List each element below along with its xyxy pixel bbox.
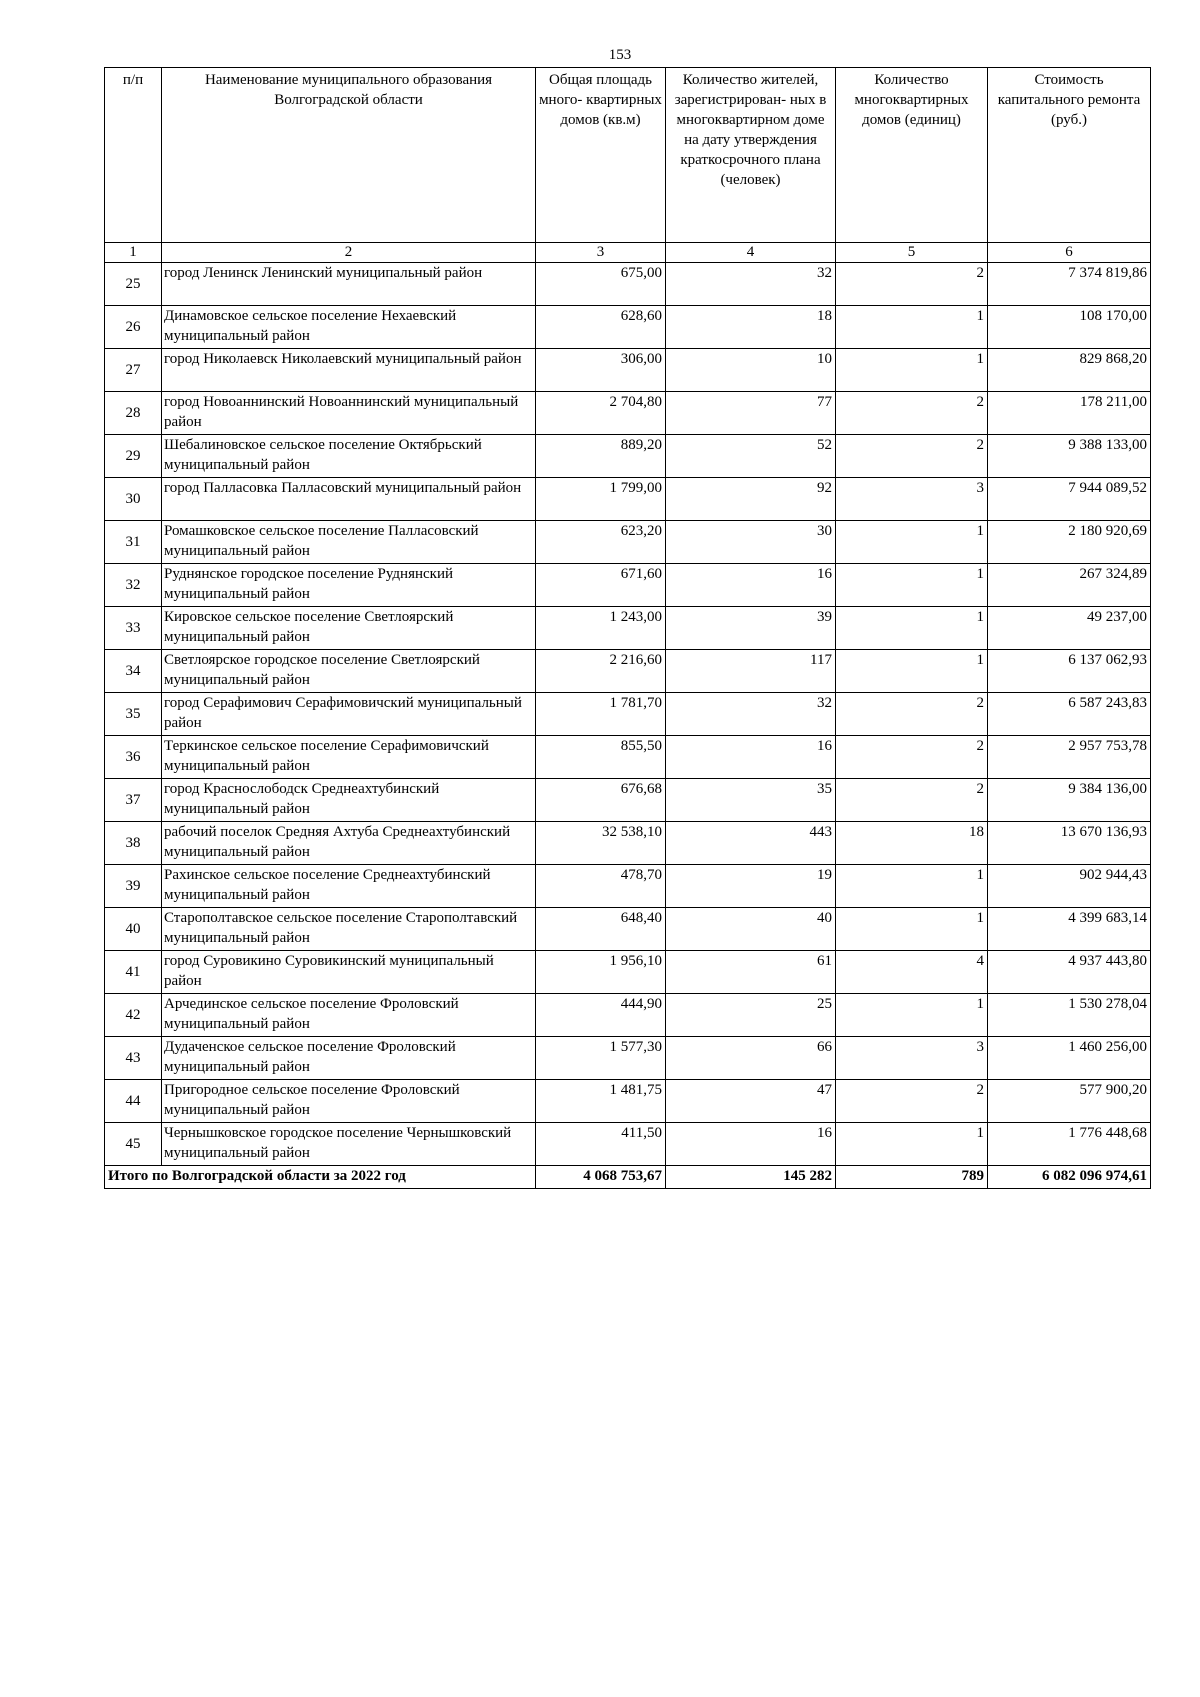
area-value: 676,68: [536, 779, 666, 822]
area-value: 855,50: [536, 736, 666, 779]
area-value: 675,00: [536, 263, 666, 306]
cost-value: 4 399 683,14: [988, 908, 1151, 951]
table-row: [105, 607, 1151, 650]
residents-value: 16: [666, 564, 836, 607]
residents-value: 30: [666, 521, 836, 564]
row-index: 26: [105, 306, 162, 349]
residents-value: 16: [666, 736, 836, 779]
table-row: [105, 908, 1151, 951]
houses-value: 1: [836, 564, 988, 607]
cost-value: 267 324,89: [988, 564, 1151, 607]
page-number: 153: [608, 47, 632, 63]
total-row: [105, 1166, 1151, 1189]
column-number: 4: [666, 243, 836, 263]
municipality-name: Рахинское сельское поселение Среднеахтубинский муниципальный район: [162, 865, 536, 908]
cost-value: 6 137 062,93: [988, 650, 1151, 693]
row-index: 37: [105, 779, 162, 822]
area-value: 2 704,80: [536, 392, 666, 435]
header-municipality: Наименование муниципального образования Волгоградской области: [162, 68, 536, 243]
residents-value: 66: [666, 1037, 836, 1080]
residents-value: 16: [666, 1123, 836, 1166]
area-value: 1 799,00: [536, 478, 666, 521]
municipality-name: город Серафимович Серафимовичский муниципальный район: [162, 693, 536, 736]
residents-value: 92: [666, 478, 836, 521]
houses-value: 4: [836, 951, 988, 994]
table-row: [105, 392, 1151, 435]
municipality-name: Светлоярское городское поселение Светлоярский муниципальный район: [162, 650, 536, 693]
cost-value: 7 944 089,52: [988, 478, 1151, 521]
cost-value: 7 374 819,86: [988, 263, 1151, 306]
table-row: [105, 693, 1151, 736]
table-row: [105, 306, 1151, 349]
cost-value: 178 211,00: [988, 392, 1151, 435]
houses-value: 1: [836, 607, 988, 650]
area-value: 478,70: [536, 865, 666, 908]
area-value: 444,90: [536, 994, 666, 1037]
area-value: 1 243,00: [536, 607, 666, 650]
cost-value: 2 180 920,69: [988, 521, 1151, 564]
area-value: 1 956,10: [536, 951, 666, 994]
municipality-name: Шебалиновское сельское поселение Октябрьский муниципальный район: [162, 435, 536, 478]
residents-value: 52: [666, 435, 836, 478]
total-label: Итого по Волгоградской области за 2022 год: [105, 1166, 536, 1189]
cost-value: 9 388 133,00: [988, 435, 1151, 478]
municipality-name: Ромашковское сельское поселение Палласовский муниципальный район: [162, 521, 536, 564]
column-number: 6: [988, 243, 1151, 263]
municipality-name: город Новоаннинский Новоаннинский муниципальный район: [162, 392, 536, 435]
row-index: 42: [105, 994, 162, 1037]
row-index: 27: [105, 349, 162, 392]
municipality-name: город Николаевск Николаевский муниципальный район: [162, 349, 536, 392]
row-index: 30: [105, 478, 162, 521]
houses-value: 18: [836, 822, 988, 865]
municipality-name: рабочий поселок Средняя Ахтуба Среднеахтубинский муниципальный район: [162, 822, 536, 865]
header-area: Общая площадь много- квартирных домов (кв.м): [536, 68, 666, 243]
table-row: [105, 478, 1151, 521]
area-value: 1 481,75: [536, 1080, 666, 1123]
municipality-name: Кировское сельское поселение Светлоярский муниципальный район: [162, 607, 536, 650]
municipality-name: Дудаченское сельское поселение Фроловский муниципальный район: [162, 1037, 536, 1080]
cost-value: 108 170,00: [988, 306, 1151, 349]
houses-value: 1: [836, 521, 988, 564]
row-index: 34: [105, 650, 162, 693]
cost-value: 902 944,43: [988, 865, 1151, 908]
residents-value: 25: [666, 994, 836, 1037]
header-residents: Количество жителей, зарегистрирован- ных в многоквартирном доме на дату утверждения краткосрочного плана (человек): [666, 68, 836, 243]
table-body: [105, 263, 1151, 1166]
area-value: 623,20: [536, 521, 666, 564]
residents-value: 61: [666, 951, 836, 994]
houses-value: 2: [836, 263, 988, 306]
table-row: [105, 779, 1151, 822]
total-area: 4 068 753,67: [536, 1166, 666, 1189]
column-number: 5: [836, 243, 988, 263]
residents-value: 32: [666, 693, 836, 736]
header-houses: Количество многоквартирных домов (единиц): [836, 68, 988, 243]
residents-value: 18: [666, 306, 836, 349]
total-cost: 6 082 096 974,61: [988, 1166, 1151, 1189]
houses-value: 2: [836, 779, 988, 822]
table-row: [105, 994, 1151, 1037]
area-value: 1 577,30: [536, 1037, 666, 1080]
area-value: 2 216,60: [536, 650, 666, 693]
area-value: 306,00: [536, 349, 666, 392]
row-index: 41: [105, 951, 162, 994]
cost-value: 13 670 136,93: [988, 822, 1151, 865]
column-number: 1: [105, 243, 162, 263]
area-value: 628,60: [536, 306, 666, 349]
residents-value: 10: [666, 349, 836, 392]
table-row: [105, 564, 1151, 607]
houses-value: 1: [836, 865, 988, 908]
cost-value: 829 868,20: [988, 349, 1151, 392]
area-value: 411,50: [536, 1123, 666, 1166]
houses-value: 1: [836, 306, 988, 349]
houses-value: 2: [836, 693, 988, 736]
municipality-name: город Краснослободск Среднеахтубинский муниципальный район: [162, 779, 536, 822]
area-value: 889,20: [536, 435, 666, 478]
municipality-name: город Ленинск Ленинский муниципальный район: [162, 263, 536, 306]
table-row: [105, 435, 1151, 478]
column-number: 3: [536, 243, 666, 263]
table-row: [105, 865, 1151, 908]
total-houses: 789: [836, 1166, 988, 1189]
cost-value: 9 384 136,00: [988, 779, 1151, 822]
row-index: 32: [105, 564, 162, 607]
area-value: 1 781,70: [536, 693, 666, 736]
row-index: 39: [105, 865, 162, 908]
houses-value: 2: [836, 1080, 988, 1123]
capital-repair-table: [104, 67, 1151, 1189]
cost-value: 577 900,20: [988, 1080, 1151, 1123]
cost-value: 49 237,00: [988, 607, 1151, 650]
row-index: 25: [105, 263, 162, 306]
cost-value: 4 937 443,80: [988, 951, 1151, 994]
area-value: 648,40: [536, 908, 666, 951]
row-index: 38: [105, 822, 162, 865]
row-index: 36: [105, 736, 162, 779]
cost-value: 1 460 256,00: [988, 1037, 1151, 1080]
row-index: 28: [105, 392, 162, 435]
houses-value: 1: [836, 1123, 988, 1166]
municipality-name: город Суровикино Суровикинский муниципальный район: [162, 951, 536, 994]
row-index: 35: [105, 693, 162, 736]
header-cost: Стоимость капитального ремонта (руб.): [988, 68, 1151, 243]
table-row: [105, 822, 1151, 865]
column-number: 2: [162, 243, 536, 263]
table-row: [105, 736, 1151, 779]
residents-value: 443: [666, 822, 836, 865]
houses-value: 3: [836, 478, 988, 521]
municipality-name: Теркинское сельское поселение Серафимовичский муниципальный район: [162, 736, 536, 779]
table-row: [105, 650, 1151, 693]
cost-value: 2 957 753,78: [988, 736, 1151, 779]
residents-value: 47: [666, 1080, 836, 1123]
area-value: 671,60: [536, 564, 666, 607]
houses-value: 1: [836, 908, 988, 951]
header-index: п/п: [105, 68, 162, 243]
houses-value: 2: [836, 736, 988, 779]
houses-value: 2: [836, 392, 988, 435]
municipality-name: Чернышковское городское поселение Чернышковский муниципальный район: [162, 1123, 536, 1166]
row-index: 33: [105, 607, 162, 650]
houses-value: 1: [836, 349, 988, 392]
municipality-name: город Палласовка Палласовский муниципальный район: [162, 478, 536, 521]
area-value: 32 538,10: [536, 822, 666, 865]
municipality-name: Старополтавское сельское поселение Старополтавский муниципальный район: [162, 908, 536, 951]
municipality-name: Арчединское сельское поселение Фроловский муниципальный район: [162, 994, 536, 1037]
cost-value: 1 530 278,04: [988, 994, 1151, 1037]
total-residents: 145 282: [666, 1166, 836, 1189]
cost-value: 6 587 243,83: [988, 693, 1151, 736]
table-row: [105, 263, 1151, 306]
municipality-name: Пригородное сельское поселение Фроловский муниципальный район: [162, 1080, 536, 1123]
houses-value: 1: [836, 994, 988, 1037]
column-number-row: [105, 243, 1151, 263]
row-index: 43: [105, 1037, 162, 1080]
houses-value: 1: [836, 650, 988, 693]
houses-value: 3: [836, 1037, 988, 1080]
residents-value: 77: [666, 392, 836, 435]
houses-value: 2: [836, 435, 988, 478]
row-index: 40: [105, 908, 162, 951]
residents-value: 32: [666, 263, 836, 306]
row-index: 45: [105, 1123, 162, 1166]
row-index: 29: [105, 435, 162, 478]
row-index: 44: [105, 1080, 162, 1123]
table-row: [105, 349, 1151, 392]
residents-value: 35: [666, 779, 836, 822]
residents-value: 19: [666, 865, 836, 908]
municipality-name: Динамовское сельское поселение Нехаевский муниципальный район: [162, 306, 536, 349]
residents-value: 117: [666, 650, 836, 693]
municipality-name: Руднянское городское поселение Руднянский муниципальный район: [162, 564, 536, 607]
table-row: [105, 521, 1151, 564]
residents-value: 39: [666, 607, 836, 650]
table-row: [105, 1037, 1151, 1080]
table-row: [105, 1080, 1151, 1123]
table-row: [105, 1123, 1151, 1166]
residents-value: 40: [666, 908, 836, 951]
table-row: [105, 951, 1151, 994]
cost-value: 1 776 448,68: [988, 1123, 1151, 1166]
row-index: 31: [105, 521, 162, 564]
table-header-row: [105, 68, 1151, 243]
